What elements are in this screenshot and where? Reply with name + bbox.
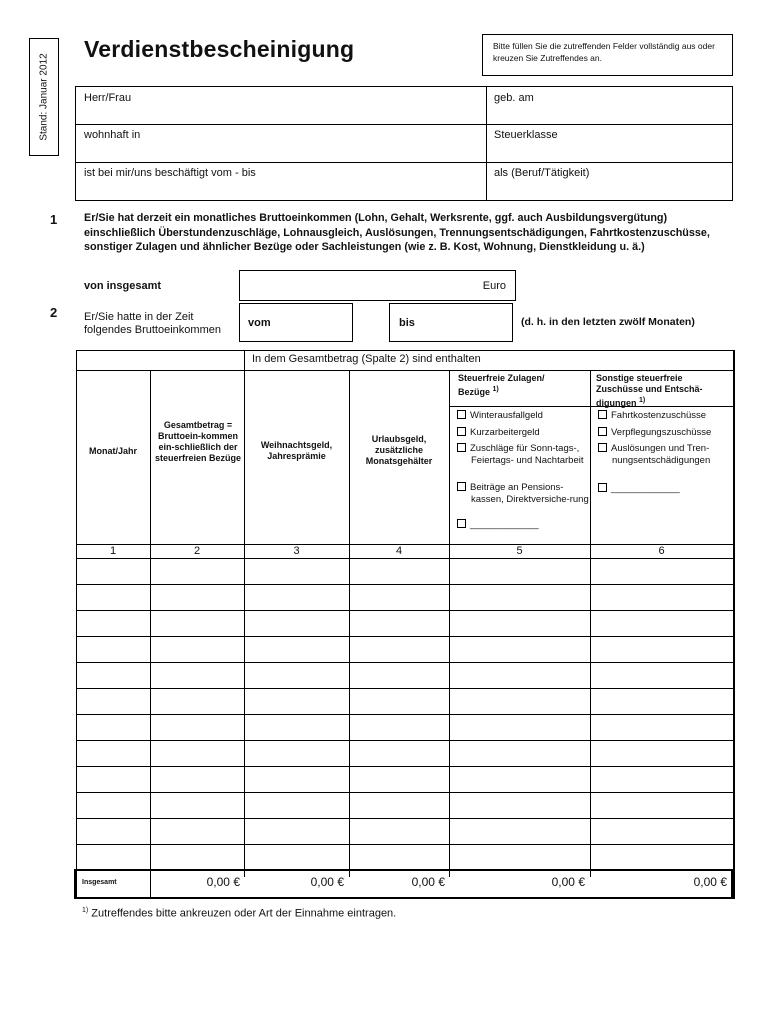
table-row[interactable] — [76, 766, 733, 767]
footnote-mark: 1) — [639, 397, 646, 404]
section-2-number: 2 — [50, 305, 58, 320]
column-number-6: 6 — [658, 545, 665, 557]
insgesamt-label: Insgesamt — [82, 879, 117, 886]
checkbox-fahrtkosten[interactable] — [598, 410, 732, 422]
checkbox-icon[interactable] — [598, 410, 607, 419]
bis-field[interactable] — [389, 303, 513, 342]
vom-field[interactable] — [239, 303, 353, 342]
checkbox-blank-line[interactable]: _____________ — [470, 519, 539, 530]
checkbox-icon[interactable] — [457, 427, 466, 436]
header-gesamtbetrag: Gesamtbetrag = Bruttoein-kommen ein-schließlich der steuerfreien Bezüge — [154, 420, 242, 463]
income-table — [76, 350, 733, 899]
column-divider — [486, 87, 487, 200]
total-gesamtbetrag[interactable]: 0,00 € — [206, 875, 240, 889]
stand-label: Stand: Januar 2012 — [38, 53, 50, 141]
section-1-number: 1 — [50, 212, 58, 227]
row-divider — [76, 124, 732, 125]
checkbox-label: Zuschläge für Sonn-tags-, Feiertags- und Nachtarbeit — [470, 443, 584, 466]
field-beruf[interactable]: als (Beruf/Tätigkeit) — [494, 167, 590, 179]
stand-box — [29, 38, 59, 156]
column-number-5: 5 — [516, 545, 523, 557]
table-row[interactable] — [76, 662, 733, 663]
table-border — [733, 350, 735, 899]
column-divider — [449, 370, 450, 877]
field-steuerklasse[interactable]: Steuerklasse — [494, 129, 558, 141]
footnote — [82, 907, 396, 920]
footnote-mark: 1) — [492, 386, 499, 393]
group-header: In dem Gesamtbetrag (Spalte 2) sind enthalten — [252, 353, 481, 365]
column-number-3: 3 — [293, 545, 300, 557]
checkbox-label: Winterausfallgeld — [470, 410, 543, 421]
checkbox-icon[interactable] — [598, 443, 607, 452]
von-insgesamt-label: von insgesamt — [84, 280, 162, 292]
table-row[interactable] — [76, 714, 733, 715]
total-weihnachtsgeld[interactable]: 0,00 € — [310, 875, 344, 889]
field-geb-am[interactable]: geb. am — [494, 92, 534, 104]
euro-unit: Euro — [482, 280, 506, 292]
zwoelf-monate-hint: (d. h. in den letzten zwölf Monaten) — [521, 316, 695, 328]
table-row[interactable] — [76, 610, 733, 611]
section-2-text — [84, 311, 221, 337]
header-steuerfreie-zulagen — [458, 373, 578, 398]
table-row[interactable] — [76, 844, 733, 845]
checkbox-icon[interactable] — [598, 483, 607, 492]
colnum-line — [76, 558, 733, 559]
checkbox-kurzarbeitergeld[interactable] — [457, 427, 587, 439]
checkbox-icon[interactable] — [457, 482, 466, 491]
section-2-text-line1: Er/Sie hatte in der Zeit — [84, 311, 194, 323]
checkbox-zuschlaege[interactable] — [457, 443, 589, 466]
instruction-box: Bitte füllen Sie die zutreffenden Felder vollständig aus oder kreuzen Sie Zutreffendes an. — [482, 34, 733, 76]
table-border — [76, 350, 77, 899]
header-monat-jahr: Monat/Jahr — [88, 446, 137, 456]
checkbox-label: Auslösungen und Tren-nungsentschädigungen — [611, 443, 711, 466]
checkbox-verpflegung[interactable] — [598, 427, 732, 439]
header-urlaubsgeld: Urlaubsgeld, zusätzliche Monatsgehälter — [365, 434, 433, 466]
total-steuerfreie-zulagen[interactable]: 0,00 € — [551, 875, 585, 889]
header-weihnachtsgeld: Weihnachtsgeld, Jahresprämie — [260, 440, 333, 461]
column-divider — [244, 350, 245, 877]
row-divider — [76, 162, 732, 163]
table-row[interactable] — [76, 636, 733, 637]
column-divider — [150, 370, 151, 869]
table-row[interactable] — [76, 584, 733, 585]
field-beschaeftigt[interactable]: ist bei mir/uns beschäftigt vom - bis — [84, 167, 256, 179]
total-urlaubsgeld[interactable]: 0,00 € — [411, 875, 445, 889]
header-steuerfreie-zulagen-text: Steuerfreie Zulagen/ Bezüge — [458, 373, 545, 397]
checkbox-icon[interactable] — [457, 410, 466, 419]
checkbox-label: Verpflegungszuschüsse — [611, 427, 712, 438]
field-herr-frau[interactable]: Herr/Frau — [84, 92, 132, 104]
section-1-text: Er/Sie hat derzeit ein monatliches Bruttoeinkommen (Lohn, Gehalt, Werksrente, ggf. auch Ausbildungsvergütung) einschließlich Überstundenzuschläge, Lohnausgleich, Auslösungen, Trennungsentschädigungen, Fahrtkostenzuschüsse, sonstiger Zulagen und ähnlicher Bezüge oder Sachleistungen (wie z. B. Kost, Wohnung, Dienstkleidung u. ä.) — [84, 212, 710, 253]
checkbox-icon[interactable] — [457, 519, 466, 528]
checkbox-icon[interactable] — [598, 427, 607, 436]
column-number-1: 1 — [109, 545, 117, 557]
personal-data-box — [75, 86, 733, 201]
checkbox-label: Beiträge an Pensions-kassen, Direktversiche-rung — [470, 482, 589, 505]
group-header-line — [76, 370, 733, 371]
footnote-text: Zutreffendes bitte ankreuzen oder Art der Einnahme eintragen. — [91, 907, 397, 920]
checkbox-ausloesungen[interactable] — [598, 443, 734, 466]
column-number-4: 4 — [395, 545, 403, 557]
bis-label: bis — [399, 317, 415, 329]
table-border — [76, 350, 733, 351]
table-row[interactable] — [76, 688, 733, 689]
field-wohnhaft[interactable]: wohnhaft in — [84, 129, 141, 141]
table-row[interactable] — [76, 740, 733, 741]
checkbox-other-col6[interactable] — [598, 483, 732, 495]
footnote-mark: 1) — [82, 907, 89, 914]
checkbox-winterausfallgeld[interactable] — [457, 410, 587, 422]
vom-label: vom — [248, 317, 271, 329]
checkbox-blank-line[interactable]: _____________ — [611, 483, 680, 494]
checkbox-icon[interactable] — [457, 443, 466, 452]
checkbox-other-col5[interactable] — [457, 519, 587, 531]
column-divider — [590, 370, 591, 877]
table-row[interactable] — [76, 818, 733, 819]
table-row[interactable] — [76, 792, 733, 793]
header-sonstige-zuschuesse-text: Sonstige steuerfreie Zuschüsse und Entschä-digungen — [596, 373, 703, 408]
monthly-income-field[interactable] — [239, 270, 516, 301]
header-sonstige-zuschuesse — [596, 373, 726, 409]
total-sonstige-zuschuesse[interactable]: 0,00 € — [693, 875, 727, 889]
checkbox-label: Kurzarbeitergeld — [470, 427, 540, 438]
section-2-text-line2: folgendes Bruttoeinkommen — [84, 324, 221, 336]
checkbox-pensionskassen[interactable] — [457, 482, 589, 505]
column-number-2: 2 — [193, 545, 201, 557]
page-title: Verdienstbescheinigung — [84, 36, 355, 62]
checkbox-label: Fahrtkostenzuschüsse — [611, 410, 707, 421]
